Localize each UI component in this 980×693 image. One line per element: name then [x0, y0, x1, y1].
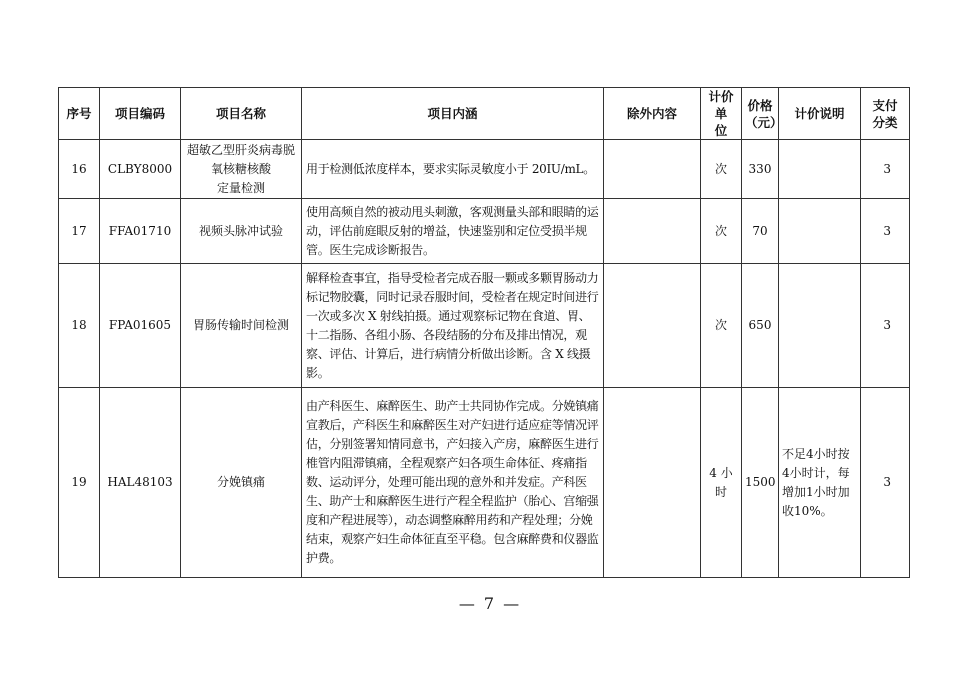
cell-excluded [604, 264, 701, 388]
cell-unit: 次 [701, 264, 742, 388]
cell-note: 不足4小时按4小时计，每增加1小时加收10%。 [779, 388, 861, 578]
cell-code: FPA01605 [100, 264, 181, 388]
header-content: 项目内涵 [302, 88, 604, 140]
cell-name-line: 视频头脉冲试验 [198, 223, 283, 238]
cell-name-line: 胃肠传输时间检测 [192, 318, 289, 332]
header-unit [701, 88, 742, 140]
cell-seq: 18 [59, 264, 100, 388]
cell-excluded [604, 199, 701, 264]
cell-price: 330 [742, 140, 779, 199]
cell-name [181, 199, 302, 264]
cell-seq: 17 [59, 199, 100, 264]
cell-name-line: 定量检测 [216, 180, 265, 195]
header-name: 项目名称 [181, 88, 302, 140]
cell-name [181, 388, 302, 578]
cell-pay: 3 [861, 264, 910, 388]
cell-name-line: 超敏乙型肝炎病毒脱 [186, 142, 295, 157]
header-pay-line1: 支付 [872, 97, 898, 113]
cell-note [779, 199, 861, 264]
cell-name [181, 264, 302, 388]
cell-pay: 3 [861, 140, 910, 199]
header-row [59, 88, 910, 140]
cell-unit: 4 小时 [701, 388, 742, 578]
cell-note [779, 140, 861, 199]
cell-content: 由产科医生、麻醉医生、助产士共同协作完成。分娩镇痛宣教后，产科医生和麻醉医生对产妇进行适应症等情况评估，分别签署知情同意书，产妇接入产房，麻醉医生进行椎管内阻滞镇痛，全程观察产妇各项生命体征、疼痛指数、运动评分，处理可能出现的意外和并发症。产科医生、助产士和麻醉医生进行产程全程监护（胎心、宫缩强度和产程进展等），动态调整麻醉用药和产程处理；分娩结束，观察产妇生命体征直至平稳。包含麻醉费和仪器监护费。 [302, 388, 604, 578]
header-code: 项目编码 [100, 88, 181, 140]
header-note: 计价说明 [779, 88, 861, 140]
cell-code: CLBY8000 [100, 140, 181, 199]
cell-content: 用于检测低浓度样本，要求实际灵敏度小于 20IU/mL。 [302, 140, 604, 199]
header-price-line1: 价格 [747, 97, 773, 113]
cell-content: 使用高频自然的被动甩头刺激，客观测量头部和眼睛的运动，评估前庭眼反射的增益，快速鉴别和定位受损半规管。医生完成诊断报告。 [302, 199, 604, 264]
header-price [742, 88, 783, 140]
cell-price: 1500 [742, 388, 779, 578]
cell-excluded [604, 388, 701, 578]
header-pay-line2: 分类 [872, 114, 898, 130]
page-number: — 7 — [458, 594, 522, 613]
table-row [59, 388, 910, 578]
cell-price: 650 [742, 264, 779, 388]
table-row [59, 199, 910, 264]
header-excluded: 除外内容 [604, 88, 701, 140]
header-seq: 序号 [59, 88, 100, 140]
cell-name-line: 氧核糖核酸 [210, 161, 271, 176]
cell-name [181, 140, 302, 199]
table-row [59, 140, 910, 199]
cell-excluded [604, 140, 701, 199]
header-unit-line1: 计价单 [708, 89, 734, 121]
cell-seq: 19 [59, 388, 100, 578]
cell-unit: 次 [701, 140, 742, 199]
header-price-line2: （元） [745, 114, 783, 130]
cell-code: FFA01710 [100, 199, 181, 264]
cell-unit: 次 [701, 199, 742, 264]
cell-seq: 16 [59, 140, 100, 199]
cell-name-line: 分娩镇痛 [216, 475, 265, 489]
cell-content: 解释检查事宜，指导受检者完成吞服一颗或多颗胃肠动力标记物胶囊，同时记录吞服时间，受检者在规定时间进行一次或多次 X 射线拍摄。通过观察标记物在食道、胃、十二指肠、各组小肠、各段结肠的分布及排出情况，观察、评估、计算后，进行病情分析做出诊断。含 X 线摄影。 [302, 264, 604, 388]
price-table [58, 87, 910, 578]
cell-pay: 3 [861, 388, 910, 578]
table-row [59, 264, 910, 388]
cell-price: 70 [742, 199, 779, 264]
header-pay [861, 88, 910, 140]
cell-pay: 3 [861, 199, 910, 264]
header-unit-line2: 位 [714, 123, 728, 138]
cell-note [779, 264, 861, 388]
cell-code: HAL48103 [100, 388, 181, 578]
